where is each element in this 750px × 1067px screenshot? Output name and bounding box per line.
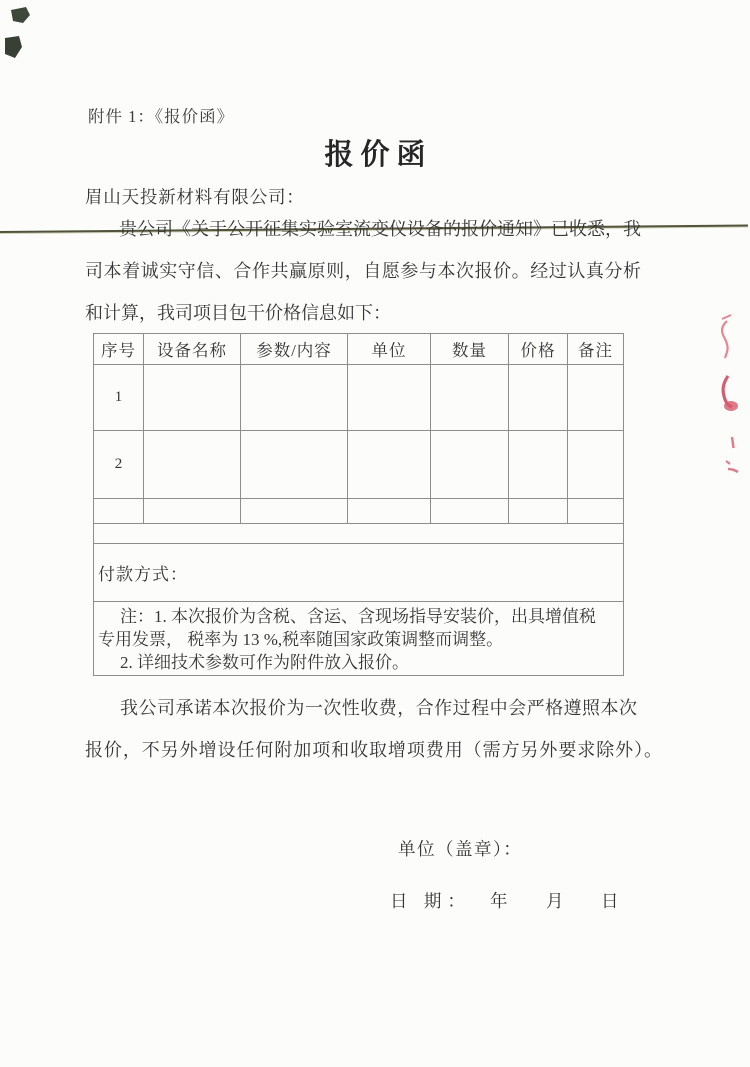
empty-cell [509,365,568,431]
red-stamp-edge-marks [702,302,750,482]
note-line-3: 2. 详细技术参数可作为附件放入报价。 [120,653,409,672]
quotation-table [93,333,624,676]
payment-method-cell: 付款方式： [94,544,624,602]
recipient-line: 眉山天投新材料有限公司： [85,187,305,207]
commitment-line-1: 我公司承诺本次报价为一次性收费，合作过程中会严格遵照本次 [120,698,637,718]
payment-row [94,544,624,602]
empty-cell [144,365,241,431]
empty-cell [144,431,241,499]
empty-cell [241,431,348,499]
empty-cell [144,499,241,524]
intro-line-2: 司本着诚实守信、合作共赢原则，自愿参与本次报价。经过认真分析 [85,261,641,281]
col-header-index: 序号 [94,334,144,365]
empty-cell [431,365,509,431]
empty-cell [94,524,624,544]
empty-cell [348,365,431,431]
note-line-2: 专用发票， 税率为 13 %,税率随国家政策调整而调整。 [98,630,504,649]
empty-cell [568,499,624,524]
intro-line-3: 和计算，我司项目包干价格信息如下： [85,303,391,323]
date-month-label: 月 [546,891,564,911]
intro-line-1: 贵公司《关于公开征集实验室流变仪设备的报价通知》已收悉，我 [119,219,641,239]
col-header-unit: 单位 [348,334,431,365]
notes-cell [94,602,624,676]
empty-cell [568,431,624,499]
col-header-params: 参数/内容 [241,334,348,365]
col-header-remark: 备注 [568,334,624,365]
col-header-qty: 数量 [431,334,509,365]
empty-cell [241,499,348,524]
corner-ink-smudge [2,4,42,69]
unit-seal-label: 单位（盖章）： [398,839,523,859]
note-line-1: 注：1. 本次报价为含税、含运、含现场指导安装价，出具增值税 [120,607,596,626]
notes-row [94,602,624,676]
date-day-label: 日 [601,891,619,911]
date-label: 日 期： [390,891,471,911]
empty-cell [348,431,431,499]
empty-cell [241,365,348,431]
empty-cell [509,499,568,524]
table-row [94,499,624,524]
empty-cell [509,431,568,499]
col-header-device: 设备名称 [144,334,241,365]
empty-cell [568,365,624,431]
document-title: 报价函 [324,139,433,171]
date-year-label: 年 [490,891,508,911]
col-header-price: 价格 [509,334,568,365]
table-row [94,365,624,431]
table-header-row [94,334,624,365]
table-row [94,431,624,499]
empty-band-row [94,524,624,544]
date-line [390,888,650,912]
empty-cell [431,431,509,499]
empty-cell [348,499,431,524]
attachment-label: 附件 1：《报价函》 [88,107,235,126]
row-index-cell [94,499,144,524]
commitment-line-2: 报价，不另外增设任何附加项和收取增项费用（需方另外要求除外）。 [85,740,662,760]
row-index-cell: 1 [94,365,144,431]
empty-cell [431,499,509,524]
row-index-cell: 2 [94,431,144,499]
